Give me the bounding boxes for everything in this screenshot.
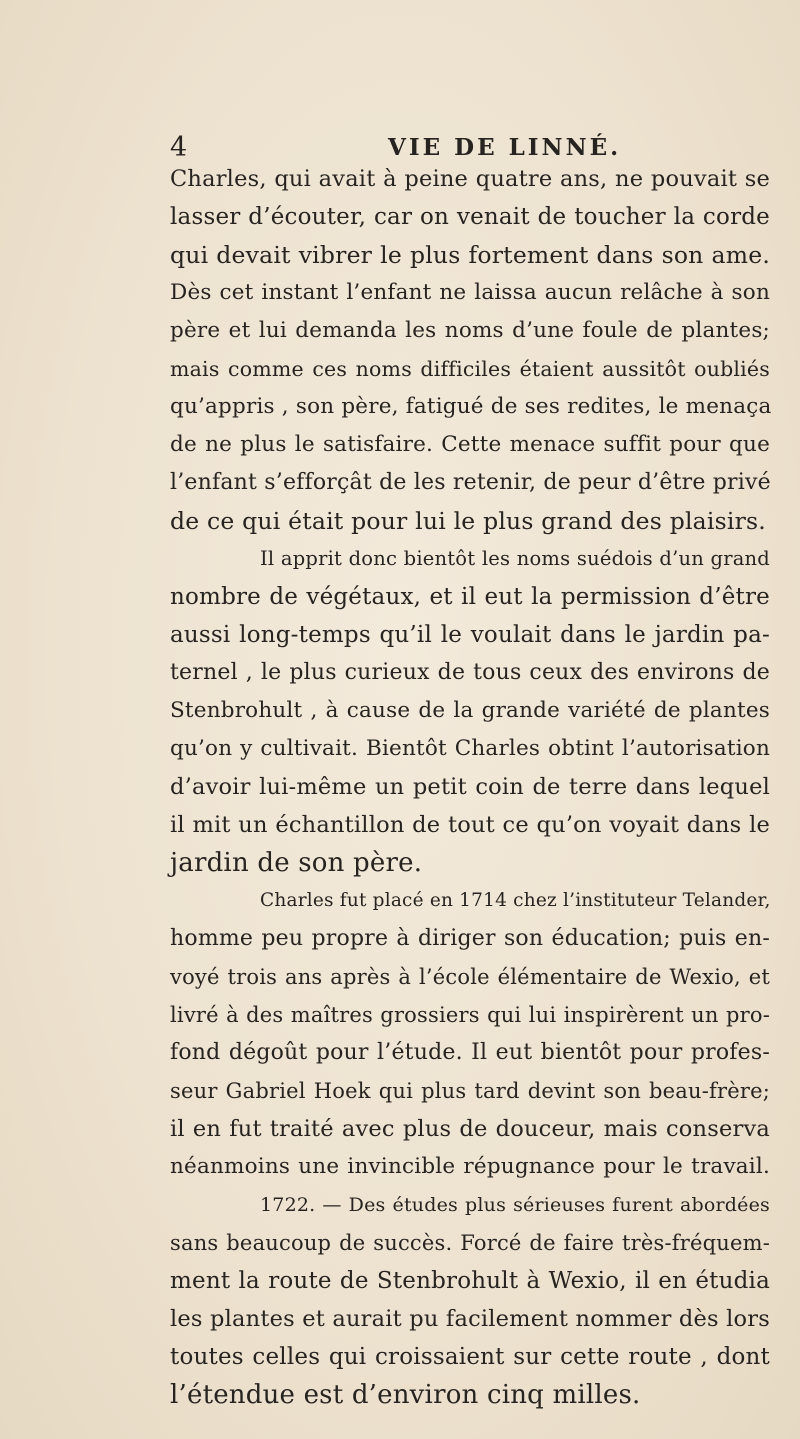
text-line: Charles fut placé en 1714 chez l’instituteur Telander, (260, 890, 771, 911)
text-line: homme peu propre à diriger son éducation; puis en- (170, 926, 770, 951)
text-line: mais comme ces noms difficiles étaient aussitôt oubliés (170, 357, 770, 381)
text-line: ment la route de Stenbrohult à Wexio, il en étudia (170, 1268, 770, 1294)
text-line: il mit un échantillon de tout ce qu’on voyait dans le (170, 812, 770, 838)
page-number: 4 (170, 132, 188, 163)
text-line: père et lui demanda les noms d’une foule de plantes; (170, 318, 770, 343)
text-line: d’avoir lui-même un petit coin de terre dans lequel (170, 774, 770, 800)
body-text (170, 160, 770, 1414)
running-title: VIE DE LINNÉ. (388, 134, 622, 161)
text-line: voyé trois ans après à l’école élémentaire de Wexio, et (170, 965, 770, 989)
text-line: Il apprit donc bientôt les noms suédois d’un grand (260, 547, 770, 570)
text-line: lasser d’écouter, car on venait de toucher la corde (170, 204, 770, 230)
text-line: Stenbrohult , à cause de la grande variété de plantes (170, 698, 770, 723)
text-line: l’enfant s’efforçât de les retenir, de peur d’être privé (170, 470, 771, 495)
text-line: livré à des maîtres grossiers qui lui inspirèrent un pro- (170, 1003, 770, 1027)
text-line: sans beaucoup de succès. Forcé de faire très-fréquem- (170, 1231, 770, 1255)
text-line: qu’on y cultivait. Bientôt Charles obtint l’autorisation (170, 736, 770, 761)
text-line: il en fut traité avec plus de douceur, mais conserva (170, 1116, 770, 1142)
text-line: néanmoins une invincible répugnance pour le travail. (170, 1154, 770, 1179)
text-line: qui devait vibrer le plus fortement dans son ame. (170, 241, 770, 269)
text-line: nombre de végétaux, et il eut la permission d’être (170, 584, 770, 610)
text-line: Dès cet instant l’enfant ne laissa aucun relâche à son (170, 280, 770, 305)
text-line: 1722. — Des études plus sérieuses furent abordées (260, 1194, 770, 1216)
text-line: toutes celles qui croissaient sur cette route , dont (170, 1344, 770, 1370)
text-line: de ne plus le satisfaire. Cette menace suffit pour que (170, 432, 770, 457)
text-line: seur Gabriel Hoek qui plus tard devint son beau-frère; (170, 1079, 770, 1103)
text-line: l’étendue est d’environ cinq milles. (170, 1380, 641, 1410)
text-line: ternel , le plus curieux de tous ceux des environs de (170, 660, 770, 685)
text-line: Charles, qui avait à peine quatre ans, ne pouvait se (170, 166, 770, 192)
text-line: de ce qui était pour lui le plus grand des plaisirs. (170, 507, 766, 535)
text-line: qu’appris , son père, fatigué de ses redites, le menaça (170, 394, 772, 419)
text-line: fond dégoût pour l’étude. Il eut bientôt pour profes- (170, 1040, 770, 1065)
text-line: jardin de son père. (170, 848, 423, 878)
text-line: les plantes et aurait pu facilement nommer dès lors (170, 1306, 770, 1332)
text-line: aussi long-temps qu’il le voulait dans le jardin pa- (170, 622, 770, 648)
